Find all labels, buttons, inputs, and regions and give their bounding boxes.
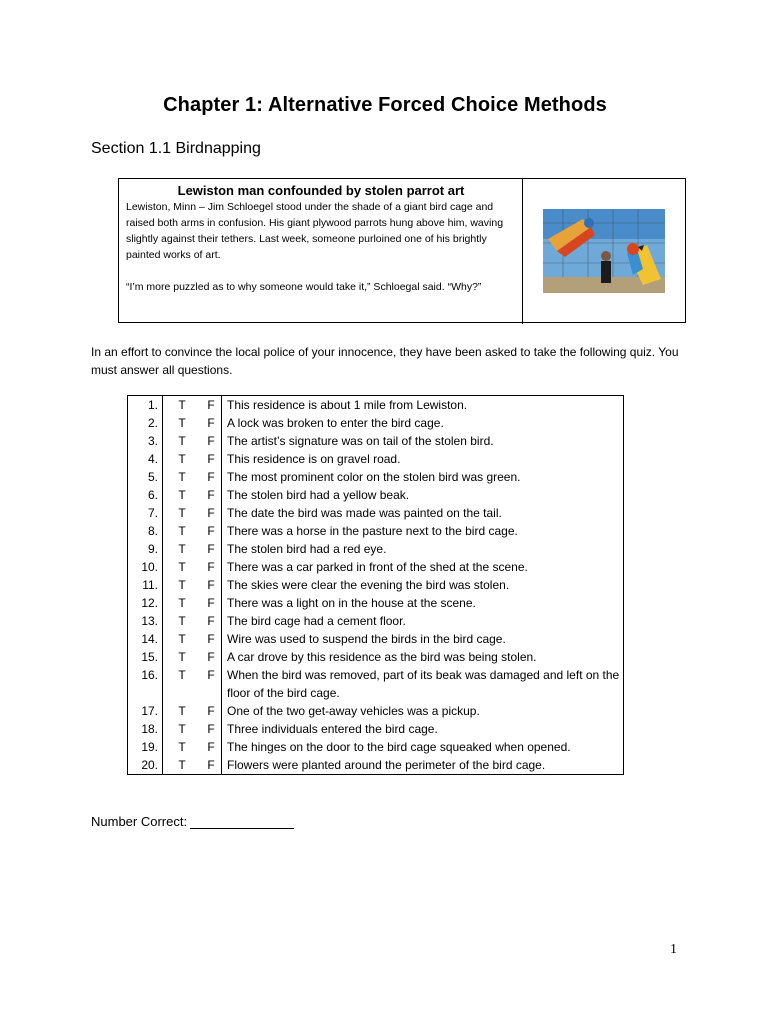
question-statement: The most prominent color on the stolen bird was green. xyxy=(222,468,624,486)
question-statement: Three individuals entered the bird cage. xyxy=(222,720,624,738)
false-option[interactable]: F xyxy=(201,450,222,468)
true-option[interactable]: T xyxy=(178,650,186,664)
question-statement: This residence is on gravel road. xyxy=(222,450,624,468)
question-number: 5. xyxy=(128,468,163,486)
quiz-row xyxy=(128,594,624,612)
quiz-row xyxy=(128,414,624,432)
true-option[interactable]: T xyxy=(178,506,186,520)
question-number: 6. xyxy=(128,486,163,504)
quiz-row xyxy=(128,612,624,630)
quiz-row xyxy=(128,702,624,720)
true-option[interactable]: T xyxy=(163,396,202,415)
false-option[interactable]: F xyxy=(201,594,222,612)
quiz-row xyxy=(128,540,624,558)
article-text-cell xyxy=(119,179,523,324)
question-statement: The stolen bird had a red eye. xyxy=(222,540,624,558)
question-statement: Flowers were planted around the perimeter of the bird cage. xyxy=(222,756,624,775)
true-option[interactable]: T xyxy=(178,560,186,574)
true-option[interactable]: T xyxy=(178,668,186,682)
question-number: 1. xyxy=(128,396,163,415)
question-statement: There was a light on in the house at the scene. xyxy=(222,594,624,612)
question-statement: When the bird was removed, part of its beak was damaged and left on the floor of the bird cage. xyxy=(222,666,624,702)
question-statement: A lock was broken to enter the bird cage. xyxy=(222,414,624,432)
question-statement: The bird cage had a cement floor. xyxy=(222,612,624,630)
question-number: 19. xyxy=(128,738,163,756)
quiz-instructions: In an effort to convince the local police of your innocence, they have been asked to take the following quiz. You must answer all questions. xyxy=(91,345,679,377)
question-statement: The date the bird was made was painted on the tail. xyxy=(222,504,624,522)
false-option[interactable]: F xyxy=(201,612,222,630)
question-number: 12. xyxy=(128,594,163,612)
question-number: 17. xyxy=(128,702,163,720)
true-option[interactable]: T xyxy=(178,632,186,646)
question-number: 18. xyxy=(128,720,163,738)
false-option[interactable]: F xyxy=(201,396,222,415)
page-title: Chapter 1: Alternative Forced Choice Methods xyxy=(163,94,607,116)
true-option[interactable]: T xyxy=(178,614,186,628)
number-correct-label: Number Correct: xyxy=(91,814,188,829)
quiz-row xyxy=(128,468,624,486)
quiz-row xyxy=(128,666,624,702)
quiz-row xyxy=(128,558,624,576)
true-option[interactable]: T xyxy=(178,434,186,448)
true-option[interactable]: T xyxy=(178,722,186,736)
question-number: 13. xyxy=(128,612,163,630)
number-correct-blank[interactable] xyxy=(190,814,294,829)
question-number: 3. xyxy=(128,432,163,450)
false-option[interactable]: F xyxy=(201,720,222,738)
quiz-row xyxy=(128,486,624,504)
article-headline: Lewiston man confounded by stolen parrot art xyxy=(177,183,465,198)
true-option[interactable]: T xyxy=(178,542,186,556)
true-option[interactable]: T xyxy=(178,578,186,592)
false-option[interactable]: F xyxy=(201,504,222,522)
quiz-row xyxy=(128,450,624,468)
question-statement: There was a car parked in front of the shed at the scene. xyxy=(222,558,624,576)
question-number: 2. xyxy=(128,414,163,432)
quiz-table xyxy=(127,395,624,775)
section-heading: Section 1.1 Birdnapping xyxy=(91,140,261,157)
false-option[interactable]: F xyxy=(201,756,222,775)
false-option[interactable]: F xyxy=(201,630,222,648)
question-number: 15. xyxy=(128,648,163,666)
question-number: 4. xyxy=(128,450,163,468)
true-option[interactable]: T xyxy=(163,756,202,775)
article-body xyxy=(126,199,518,311)
false-option[interactable]: F xyxy=(201,540,222,558)
question-number: 11. xyxy=(128,576,163,594)
false-option[interactable]: F xyxy=(201,648,222,666)
question-statement: The stolen bird had a yellow beak. xyxy=(222,486,624,504)
quiz-row xyxy=(128,756,624,775)
news-article-box xyxy=(118,178,686,323)
article-paragraph: “I’m more puzzled as to why someone would take it,” Schloegal said. “Why?” xyxy=(126,281,482,293)
false-option[interactable]: F xyxy=(201,702,222,720)
false-option[interactable]: F xyxy=(201,576,222,594)
true-option[interactable]: T xyxy=(178,452,186,466)
quiz-row xyxy=(128,738,624,756)
question-statement: There was a horse in the pasture next to the bird cage. xyxy=(222,522,624,540)
false-option[interactable]: F xyxy=(201,468,222,486)
true-option[interactable]: T xyxy=(178,596,186,610)
quiz-row xyxy=(128,522,624,540)
false-option[interactable]: F xyxy=(201,414,222,432)
question-number: 9. xyxy=(128,540,163,558)
false-option[interactable]: F xyxy=(201,432,222,450)
question-statement: The hinges on the door to the bird cage squeaked when opened. xyxy=(222,738,624,756)
true-option[interactable]: T xyxy=(178,470,186,484)
question-number: 10. xyxy=(128,558,163,576)
false-option[interactable]: F xyxy=(201,738,222,756)
true-option[interactable]: T xyxy=(178,704,186,718)
true-option[interactable]: T xyxy=(178,524,186,538)
false-option[interactable]: F xyxy=(201,666,222,702)
true-option[interactable]: T xyxy=(178,416,186,430)
question-number: 16. xyxy=(128,666,163,702)
quiz-row xyxy=(128,648,624,666)
false-option[interactable]: F xyxy=(201,486,222,504)
question-statement: Wire was used to suspend the birds in the bird cage. xyxy=(222,630,624,648)
question-number: 8. xyxy=(128,522,163,540)
question-statement: A car drove by this residence as the bird was being stolen. xyxy=(222,648,624,666)
parrot-art-photo xyxy=(543,209,665,293)
article-paragraph: Lewiston, Minn – Jim Schloegel stood under the shade of a giant bird cage and raised both arms in confusion. His giant plywood parrots hung above him, waving slightly against their tethers. Last week, someone purloined one of his brightly painted works of art. xyxy=(126,201,504,261)
quiz-row xyxy=(128,630,624,648)
quiz-row xyxy=(128,396,624,415)
question-statement: The skies were clear the evening the bird was stolen. xyxy=(222,576,624,594)
question-statement: This residence is about 1 mile from Lewiston. xyxy=(222,396,624,415)
question-statement: One of the two get-away vehicles was a pickup. xyxy=(222,702,624,720)
question-statement: The artist’s signature was on tail of the stolen bird. xyxy=(222,432,624,450)
question-number: 20. xyxy=(128,756,163,775)
true-option[interactable]: T xyxy=(178,740,186,754)
quiz-row xyxy=(128,504,624,522)
quiz-row xyxy=(128,576,624,594)
quiz-row xyxy=(128,720,624,738)
quiz-row xyxy=(128,432,624,450)
number-correct xyxy=(91,814,294,829)
true-option[interactable]: T xyxy=(178,488,186,502)
question-number: 14. xyxy=(128,630,163,648)
false-option[interactable]: F xyxy=(201,522,222,540)
page-number: 1 xyxy=(670,942,677,957)
false-option[interactable]: F xyxy=(201,558,222,576)
question-number: 7. xyxy=(128,504,163,522)
